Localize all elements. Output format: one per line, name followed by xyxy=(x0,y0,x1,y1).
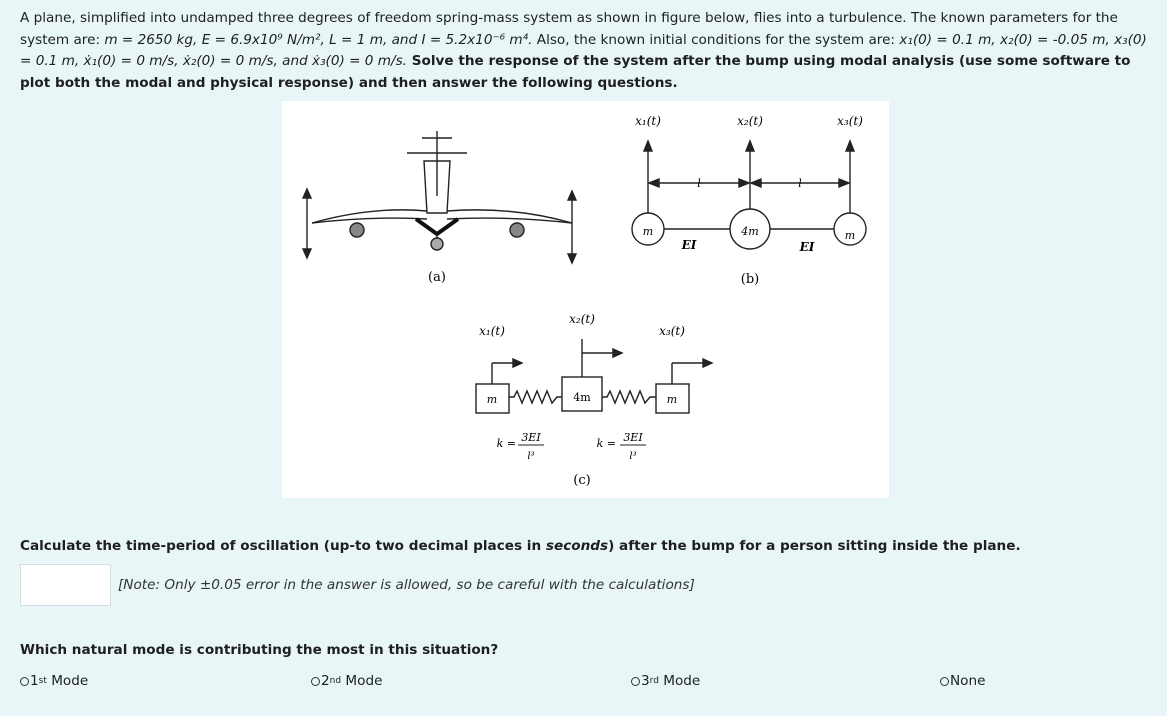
label-x1-b: x₁(t) xyxy=(635,114,661,128)
opt3-num: 3 xyxy=(641,673,650,689)
opt3-sup: rd xyxy=(649,676,659,686)
mass-m-b3: m xyxy=(844,229,856,242)
radio-2nd-mode[interactable] xyxy=(311,677,320,686)
label-x2-c: x₂(t) xyxy=(569,312,595,326)
question-text xyxy=(20,8,1155,94)
question-initial-conditions: x₁(0) = 0.1 m, x₂(0) = -0.05 m, x₃(0) = 0.1 m, ẋ₁(0) = 0 m/s, ẋ₂(0) = 0 m/s, and ẋ₃(0) = 0 m/s. xyxy=(20,31,1147,69)
question-params: m = 2650 kg, E = 6.9x10⁹ N/m², L = 1 m, and I = 5.2x10⁻⁶ m⁴. xyxy=(104,31,533,48)
figure-drawing xyxy=(282,101,889,498)
opt1-rest: Mode xyxy=(46,673,89,689)
label-x3-b: x₃(t) xyxy=(837,114,863,128)
opt2-sup: nd xyxy=(329,676,342,686)
k-num-2: 3EI xyxy=(623,431,643,444)
question-1 xyxy=(20,538,1021,554)
answer-input[interactable] xyxy=(20,564,111,606)
label-x3-c: x₃(t) xyxy=(659,324,685,338)
k-den-2: l³ xyxy=(629,451,637,462)
k-num-1: 3EI xyxy=(521,431,541,444)
mass-4m-c: 4m xyxy=(573,391,591,404)
q1-text-end: ) after the bump for a person sitting inside the plane. xyxy=(608,538,1021,554)
q1-text: Calculate the time-period of oscillation (up-to two decimal places in xyxy=(20,538,546,554)
radio-none[interactable] xyxy=(940,677,949,686)
opt3-rest: Mode xyxy=(658,673,701,689)
mass-m-c1: m xyxy=(486,393,498,406)
opt2-rest: Mode xyxy=(341,673,383,689)
system-figure xyxy=(282,101,889,498)
label-x1-c: x₁(t) xyxy=(479,324,505,338)
question-intro: A plane, simplified into undamped three degrees of freedom spring-mass system as shown in figure below, flies into a turbulence. The known parameters for the system are: xyxy=(20,10,1118,48)
question-ic-intro: Also, the known initial conditions for the system are: xyxy=(532,31,900,48)
label-x2-b: x₂(t) xyxy=(737,114,763,128)
question-task: Solve the response of the system after the bump using modal analysis (use some software to plot both the modal and physical response) and then answer the following questions. xyxy=(20,53,1131,91)
airplane-drawing xyxy=(303,131,576,263)
label-a: (a) xyxy=(428,270,446,285)
mass-4m-b: 4m xyxy=(741,225,759,238)
option-3rd-mode[interactable] xyxy=(631,673,700,689)
k-eq-1: k = xyxy=(496,437,516,450)
beam-ei-2: EI xyxy=(799,240,815,254)
opt2-num: 2 xyxy=(321,673,330,689)
radio-1st-mode[interactable] xyxy=(20,677,29,686)
opt1-sup: st xyxy=(38,676,47,686)
mass-m-c3: m xyxy=(666,393,678,406)
radio-3rd-mode[interactable] xyxy=(631,677,640,686)
spring-constant-2 xyxy=(597,431,646,462)
label-c: (c) xyxy=(573,473,591,488)
k-eq-2: k = xyxy=(596,437,616,450)
k-den-1: l³ xyxy=(527,451,535,462)
spring-constant-1 xyxy=(497,431,544,462)
question-2: Which natural mode is contributing the most in this situation? xyxy=(20,642,499,658)
length-l-1: l xyxy=(697,177,701,190)
beam-ei-1: EI xyxy=(681,238,697,252)
mass-m-b1: m xyxy=(642,225,654,238)
option-2nd-mode[interactable] xyxy=(311,673,382,689)
opt1-num: 1 xyxy=(30,673,39,689)
label-b: (b) xyxy=(740,272,760,287)
length-l-2: l xyxy=(798,177,802,190)
opt4-label: None xyxy=(950,673,986,689)
option-1st-mode[interactable] xyxy=(20,673,88,689)
option-none[interactable] xyxy=(940,673,985,689)
answer-note: [Note: Only ±0.05 error in the answer is allowed, so be careful with the calculations] xyxy=(118,577,695,593)
q1-unit: seconds xyxy=(545,538,609,554)
